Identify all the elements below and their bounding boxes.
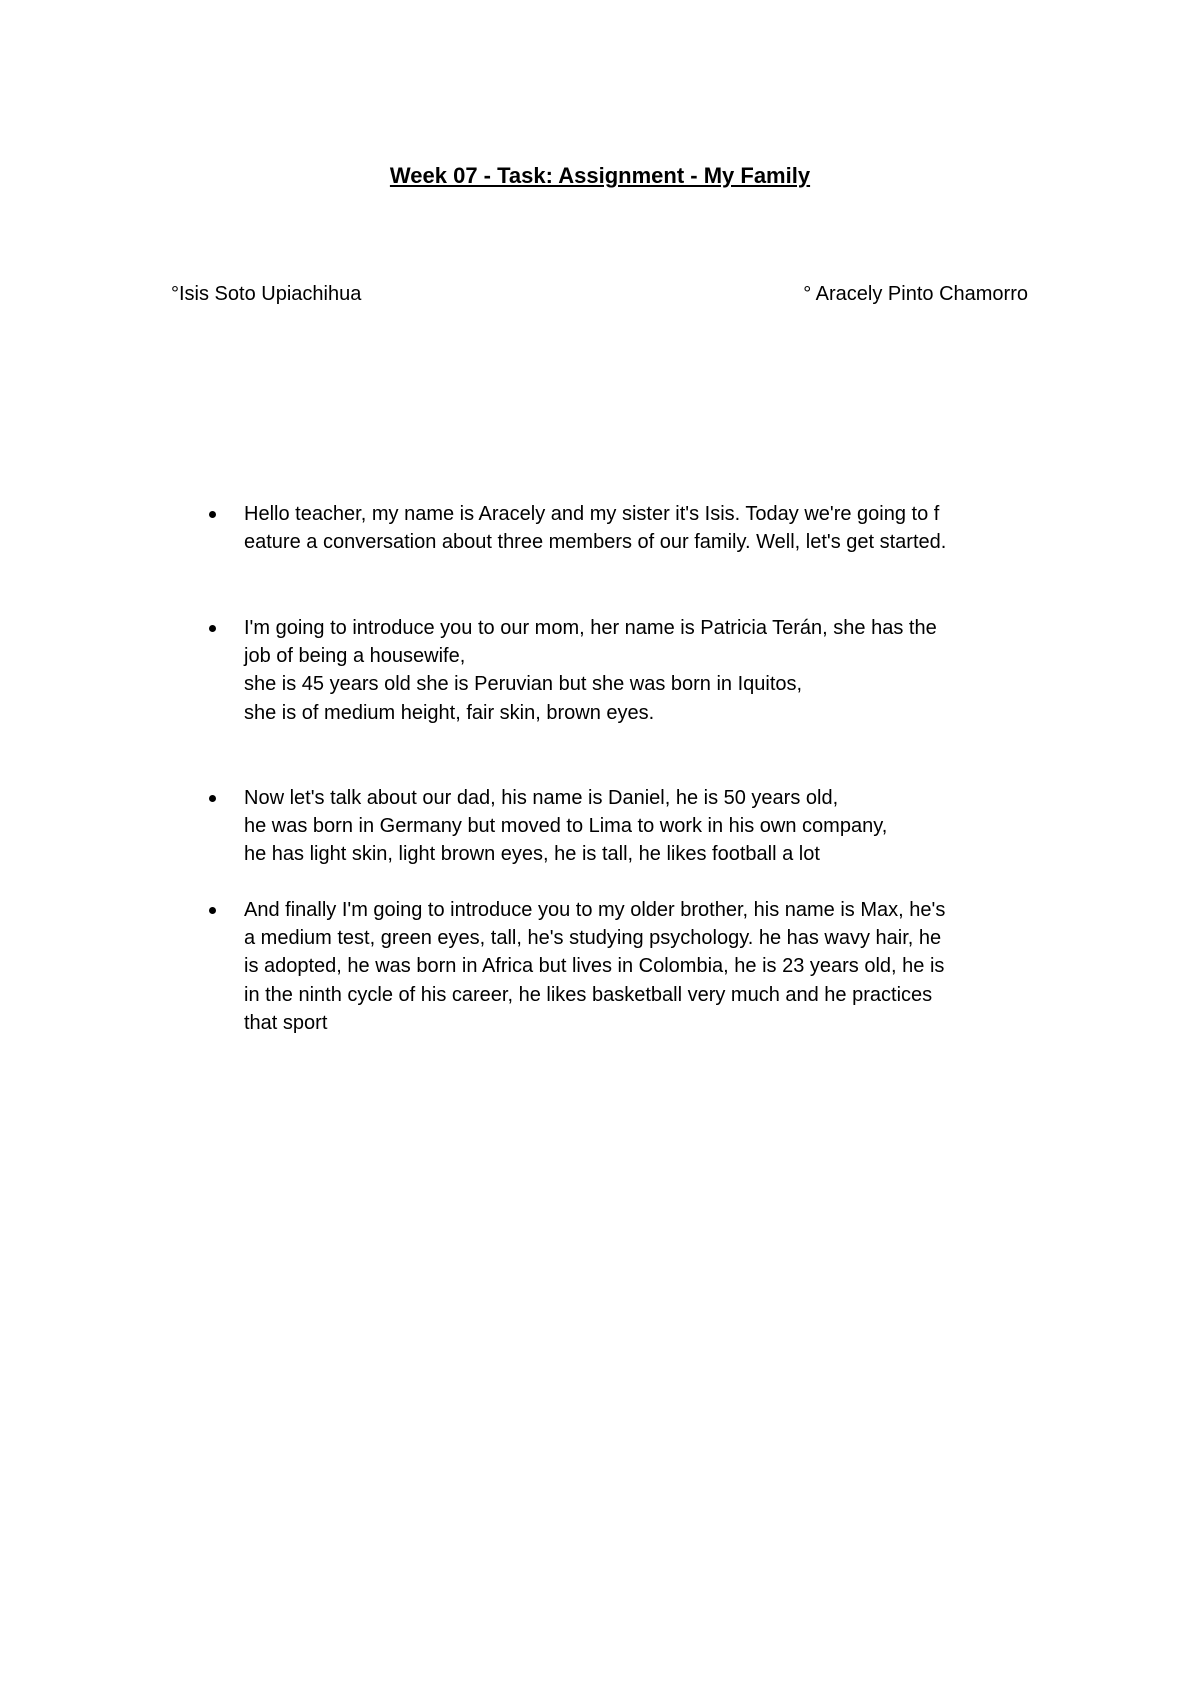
bullet-brother (244, 896, 1034, 1037)
bullet-dot-icon (209, 907, 216, 914)
bullet-line: I'm going to introduce you to our mom, her name is Patricia Terán, she has the (244, 617, 937, 639)
bullet-line: she is of medium height, fair skin, brown eyes. (244, 701, 655, 724)
bullet-line: job of being a housewife, (244, 645, 466, 668)
bullet-line: eature a conversation about three members of our family. Well, let's get started. (244, 531, 947, 554)
bullet-line: he has light skin, light brown eyes, he is tall, he likes football a lot (244, 843, 820, 866)
bullet-line: Hello teacher, my name is Aracely and my sister it's Isis. Today we're going to f (244, 503, 940, 525)
bullet-line: that sport (244, 1011, 328, 1034)
bullet-line: And finally I'm going to introduce you to my older brother, his name is Max, he's (244, 899, 946, 921)
bullet-dot-icon (209, 511, 216, 518)
bullet-mom (244, 614, 1034, 727)
bullet-dot-icon (209, 625, 216, 632)
bullet-line: is adopted, he was born in Africa but lives in Colombia, he is 23 years old, he is (244, 955, 945, 978)
document-title: Week 07 - Task: Assignment - My Family (389, 163, 811, 188)
bullet-dad (244, 784, 1034, 869)
author-left: °Isis Soto Upiachihua (171, 283, 362, 305)
bullet-line: Now let's talk about our dad, his name is Daniel, he is 50 years old, (244, 787, 839, 809)
bullet-line: she is 45 years old she is Peruvian but she was born in Iquitos, (244, 673, 803, 696)
bullet-line: a medium test, green eyes, tall, he's studying psychology. he has wavy hair, he (244, 927, 942, 950)
bullet-line: in the ninth cycle of his career, he likes basketball very much and he practices (244, 983, 933, 1006)
bullet-intro (244, 500, 1034, 556)
author-right: ° Aracely Pinto Chamorro (803, 283, 1028, 305)
bullet-line: he was born in Germany but moved to Lima to work in his own company, (244, 815, 888, 838)
bullet-dot-icon (209, 795, 216, 802)
